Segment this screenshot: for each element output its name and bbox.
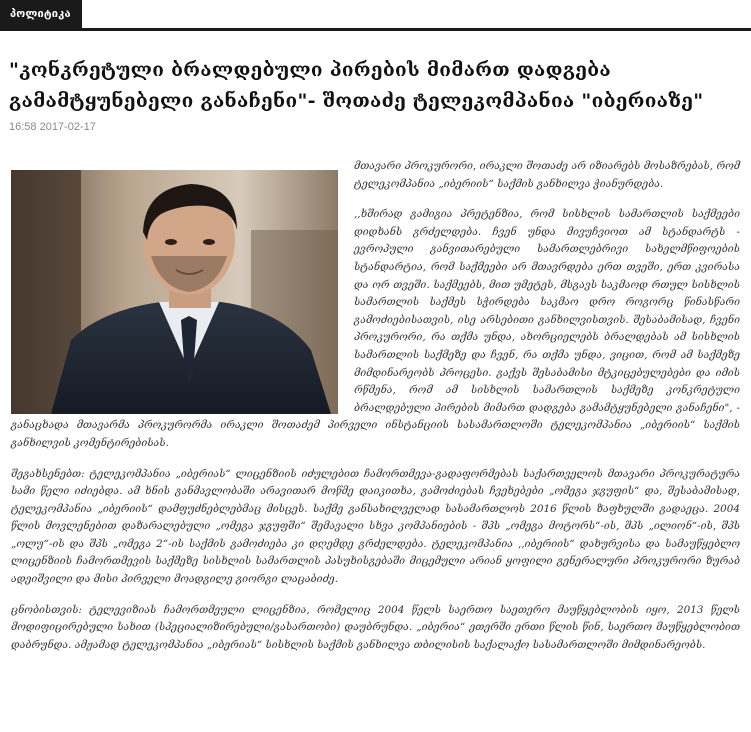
article-paragraph: შეგახსენებთ: ტელეკომპანია „იბერიას“ ლიცენზიის იძულებით ჩამორთმევა-გადაფორმებას საქართველოს მთავარი პროკურატურა სამი წელი იძიებდა. ამ ხნის განმავლობაში არავითარ მოწმე დაიკითხა, გამოძიებას ჩვეხებები „ომეგა ჯგუფის“ და, შესაბამისად, ტელეკომპანია „იბერიის“ დამფუძნებლებმაც მისცეს. საქმე განსახილველად სასამართლოს 2016 წლის ზაფხულში გადაეცა. 2004 წლის მოვლენებით დაზარალებული „ომეგა ჯგუფში“ შემავალი სხვა კომპანიების - შპს „ომეგა მოტორს“-ის, შპს „ილიონ“-ის, შპს „ოლუ“-ის და შპს „ომეგა 2“-ის საქმის გამოძიება კი დღემდე გრძელდება. ტელეკომპანია ,,იბერიის“ დახურვისა და სამაუწყებლო ლიცენზიის ჩამორთმევის საქმეზე სისხლის სამართლის პასუხისგებაში მიცემული არიან ყოფილი გენერალური პროკურორი ზურაბ ადეიშვილი და მისი პირველი მოადგილე გიორგი ლაცაბიძე. [11, 467, 740, 586]
photo-wrap-spacer [11, 158, 354, 416]
article-paragraph: ცნობისთვის: ტელევიზიას ჩამორთმეული ლიცენზია, რომელიც 2004 წელს საერთო საეთერო მაუწყებლობის იყო, 2013 წელს მოდიფიცირებული სახით (სპეციალიზირებული/გასართობი) დაუბრუნდა. „იბერია“ ეთერში ერთი წლის წინ, საერთო მაუწყებლობით დაბრუნდა. ამჟამად ტელეკომპანია „იბერიას“ სისხლის საქმის განხილვა თბილისის საქალაქო სასამართლოში მიმდინარეობს. [11, 603, 740, 651]
section-divider [0, 28, 751, 31]
article-title: "კონკრეტული ბრალდებული პირების მიმართ დადგება გამამტყუნებელი განაჩენი"- შოთაძე ტელეკომპანია "იბერიაზე" [9, 59, 704, 112]
article-paragraph: ,,ხშირად გამიგია პრეტენზია, რომ სისხლის სამართლის საქმეები დიდხანს გრძელდება. ჩვენ უნდა მივუჩვიოთ ამ სტანდარტს - ევროპული განვითარებული სამართლებრივი სახელმწიფოების სტანდარტია, რომ საქმეები არ მთავრდება ერთ თვეში, ერთ კვირასა და ორ თვეში. საქმეებს, მით უმეტეს, მსგავს საკმაოდ რთულ სისხლის სამართლის საქმეს სჭირდება საკმაო დრო როგორც წინასწარი გამოძიებისათვის, ისე არსებითი განხილვისთვის. შესაბამისად, ჩვენი პროკურორი, რა თქმა უნდა, ახორციელებს ბრალდებას ამ სისხლის სამართლის საქმეზე და ჩვენ, რა თქმა უნდა, ვიცით, რომ ამ საქმეზე მიმდინარეობს პროცესი. გაქვს შესაბამისი მტკიცებულებები და იმის რწმენა, რომ ამ სისხლის სამართლის საქმეზე კონკრეტული ბრალდებული პირების მიმართ დადგება გამამტყუნებელი განაჩენი", - განაცხადა მთავარმა პროკურორმა ირაკლი შოთაძემ პირველი ინსტანციის სასამართლოში ტელეკომპანია „იბერიის“ საქმის განხილვის კომენტირებისას. [11, 208, 740, 449]
article-body [11, 158, 740, 667]
article-timestamp: 16:58 2017-02-17 [9, 121, 96, 133]
article-paragraph: მთავარი პროკურორი, ირაკლი შოთაძე არ იზიარებს მოსაზრებას, რომ ტელეკომპანია „იბერიის“ საქმის განხილვა ჭიანურდება. [354, 160, 740, 190]
section-label[interactable]: პოლიტიკა [0, 0, 82, 28]
